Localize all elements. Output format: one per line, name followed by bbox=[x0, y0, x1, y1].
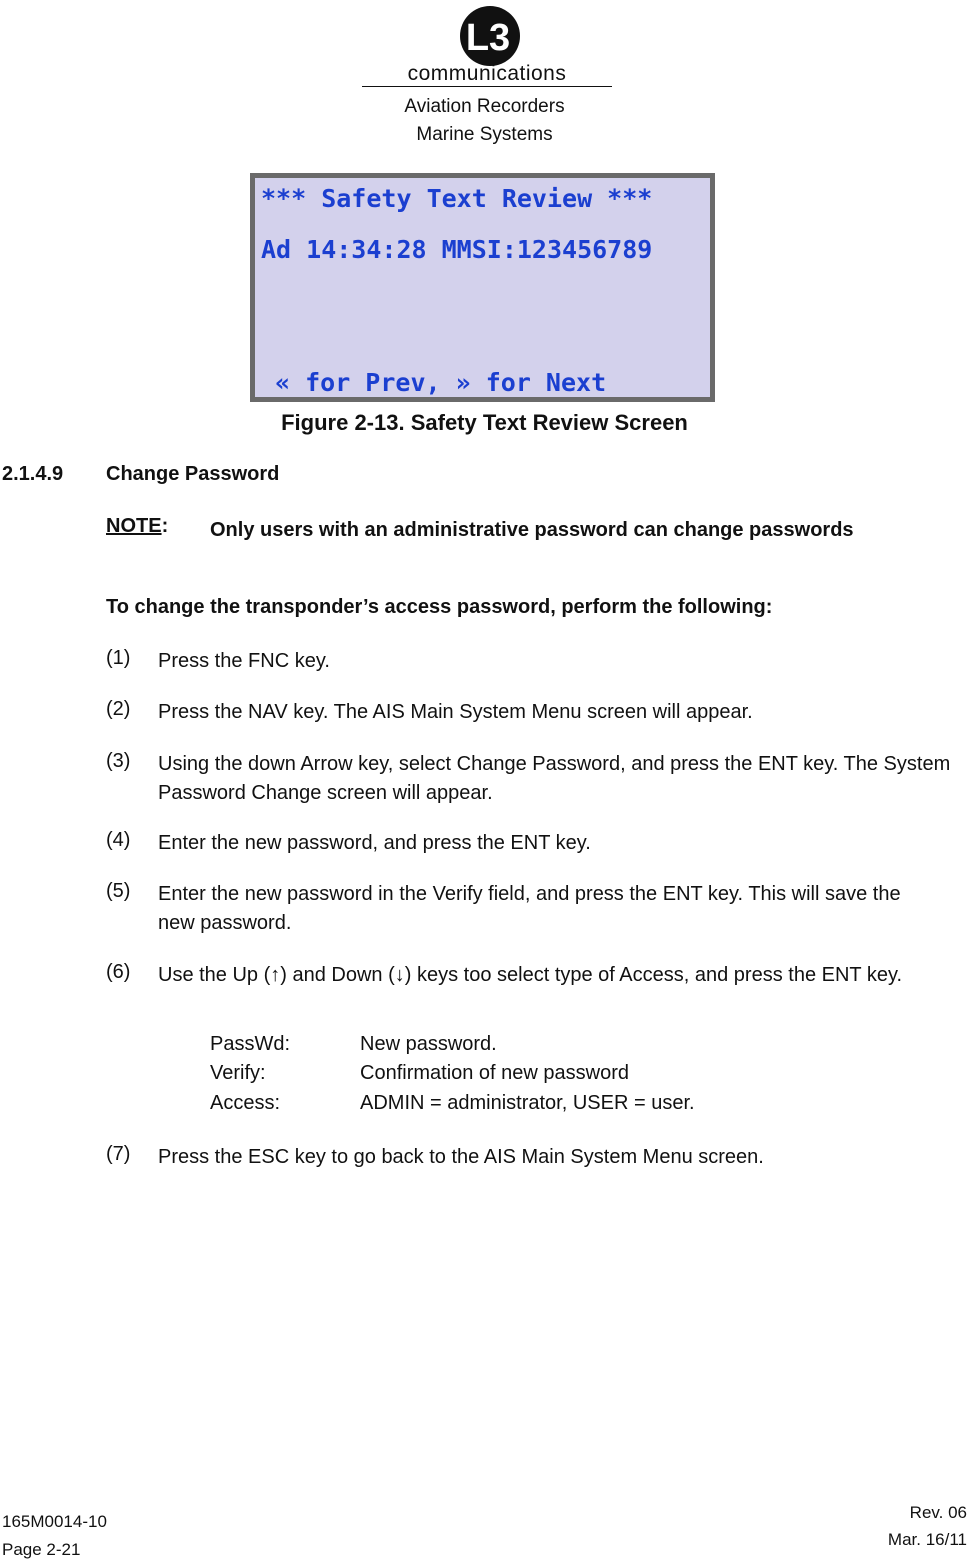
screen-title-line: *** Safety Text Review *** bbox=[261, 184, 653, 213]
definition-desc: Confirmation of new password bbox=[360, 1062, 630, 1084]
header-division-1: Aviation Recorders bbox=[404, 96, 565, 117]
brand-name: communications bbox=[407, 62, 567, 85]
document-number: 165M0014-10 bbox=[2, 1512, 107, 1531]
step-number: (5) bbox=[106, 880, 131, 902]
step-number: (3) bbox=[106, 750, 131, 772]
step-text: Enter the new password, and press the ENT key. bbox=[158, 832, 591, 854]
note-text: Only users with an administrative password can change passwords bbox=[210, 519, 854, 541]
safety-text-review-screen bbox=[250, 173, 715, 402]
step-number: (1) bbox=[106, 647, 131, 669]
step-text: Press the FNC key. bbox=[158, 650, 330, 672]
definition-term: PassWd: bbox=[210, 1033, 291, 1055]
screen-message-line: Ad 14:34:28 MMSI:123456789 bbox=[261, 235, 653, 264]
page-number: Page 2-21 bbox=[2, 1540, 81, 1559]
section-number: 2.1.4.9 bbox=[2, 463, 64, 485]
l3-logo bbox=[455, 5, 525, 69]
header-division-2: Marine Systems bbox=[416, 124, 553, 145]
step-text: Press the NAV key. The AIS Main System Menu screen will appear. bbox=[158, 701, 753, 723]
step-number: (4) bbox=[106, 829, 131, 851]
figure-caption: Figure 2-13. Safety Text Review Screen bbox=[281, 410, 688, 435]
procedure-intro: To change the transponder’s access password, perform the following: bbox=[106, 596, 773, 618]
definition-desc: ADMIN = administrator, USER = user. bbox=[360, 1092, 695, 1114]
definition-term: Access: bbox=[210, 1092, 281, 1114]
step-text: Using the down Arrow key, select Change Password, and press the ENT key. The System Password Change screen will appear. bbox=[158, 753, 951, 804]
step-text: Use the Up (↑) and Down (↓) keys too select type of Access, and press the ENT key. bbox=[158, 964, 903, 986]
step-text: Press the ESC key to go back to the AIS Main System Menu screen. bbox=[158, 1146, 764, 1168]
definition-desc: New password. bbox=[360, 1033, 497, 1055]
revision-date: Mar. 16/11 bbox=[887, 1530, 967, 1549]
step-number: (2) bbox=[106, 698, 131, 720]
step-text: Enter the new password in the Verify field, and press the ENT key. This will save the new password. bbox=[158, 883, 901, 934]
logo-lettering: L3 bbox=[465, 17, 511, 59]
brand-rule bbox=[362, 86, 612, 87]
revision: Rev. 06 bbox=[909, 1503, 967, 1522]
screen-nav-hint-line: « for Prev, » for Next bbox=[275, 368, 607, 397]
step-number: (6) bbox=[106, 961, 131, 983]
section-title: Change Password bbox=[106, 463, 280, 485]
step-number: (7) bbox=[106, 1143, 131, 1165]
definition-term: Verify: bbox=[210, 1062, 266, 1084]
note-label: NOTE: bbox=[106, 515, 169, 537]
